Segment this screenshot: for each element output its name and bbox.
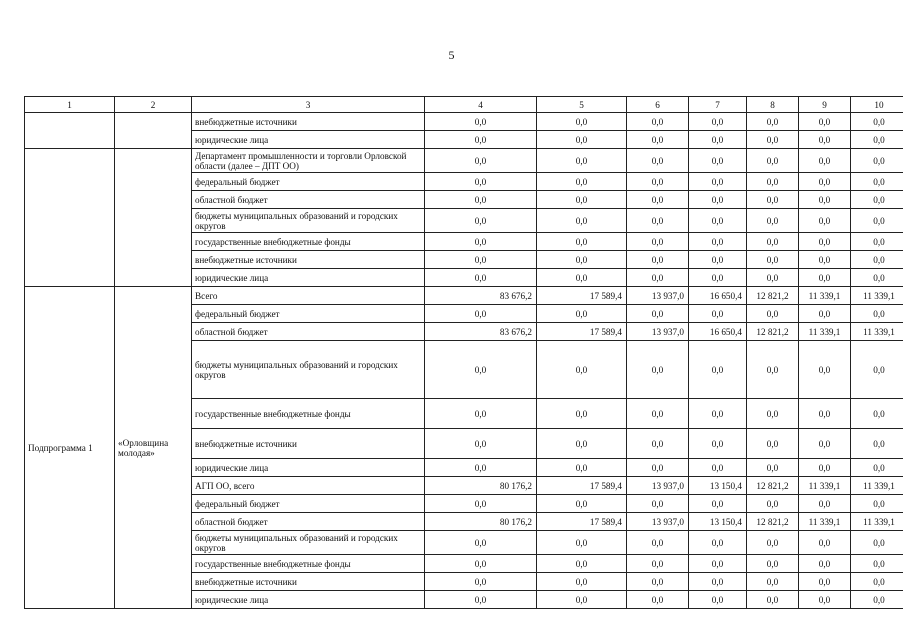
value-cell: 0,0	[425, 495, 537, 513]
value-cell: 0,0	[537, 341, 627, 399]
value-cell: 0,0	[627, 233, 689, 251]
source-label-cell: федеральный бюджет	[192, 173, 425, 191]
value-cell: 0,0	[851, 113, 903, 131]
column-header: 7	[689, 97, 747, 113]
value-cell: 17 589,4	[537, 323, 627, 341]
value-cell: 0,0	[851, 131, 903, 149]
value-cell: 16 650,4	[689, 323, 747, 341]
value-cell: 0,0	[851, 459, 903, 477]
value-cell: 0,0	[537, 131, 627, 149]
value-cell: 0,0	[851, 429, 903, 459]
value-cell: 13 150,4	[689, 513, 747, 531]
page-number: 5	[448, 48, 455, 62]
value-cell: 0,0	[537, 149, 627, 173]
column-header: 2	[115, 97, 192, 113]
value-cell: 0,0	[537, 399, 627, 429]
value-cell: 0,0	[747, 191, 799, 209]
source-label-cell: бюджеты муниципальных образований и городских округов	[192, 209, 425, 233]
value-cell: 0,0	[627, 399, 689, 429]
value-cell: 0,0	[851, 233, 903, 251]
value-cell: 0,0	[537, 269, 627, 287]
value-cell: 13 937,0	[627, 513, 689, 531]
source-label-cell: федеральный бюджет	[192, 495, 425, 513]
source-label-cell: юридические лица	[192, 131, 425, 149]
value-cell: 0,0	[537, 209, 627, 233]
value-cell: 0,0	[747, 573, 799, 591]
value-cell: 83 676,2	[425, 287, 537, 305]
value-cell: 0,0	[689, 591, 747, 609]
value-cell: 0,0	[425, 209, 537, 233]
source-label-cell: Департамент промышленности и торговли Орловской области (далее – ДПТ ОО)	[192, 149, 425, 173]
value-cell: 0,0	[747, 113, 799, 131]
value-cell: 0,0	[747, 531, 799, 555]
value-cell: 0,0	[851, 251, 903, 269]
subprogram-name-cell	[115, 113, 192, 149]
value-cell: 0,0	[537, 495, 627, 513]
value-cell: 0,0	[537, 191, 627, 209]
value-cell: 0,0	[799, 399, 851, 429]
program-cell: Подпрограмма 1	[25, 287, 115, 609]
column-header: 8	[747, 97, 799, 113]
value-cell: 0,0	[689, 341, 747, 399]
value-cell: 0,0	[689, 191, 747, 209]
value-cell: 0,0	[851, 341, 903, 399]
value-cell: 12 821,2	[747, 477, 799, 495]
value-cell: 0,0	[537, 429, 627, 459]
value-cell: 0,0	[627, 251, 689, 269]
value-cell: 0,0	[425, 233, 537, 251]
value-cell: 0,0	[689, 305, 747, 323]
source-label-cell: Всего	[192, 287, 425, 305]
value-cell: 0,0	[537, 591, 627, 609]
value-cell: 11 339,1	[799, 513, 851, 531]
source-label-cell: бюджеты муниципальных образований и городских округов	[192, 531, 425, 555]
value-cell: 0,0	[537, 305, 627, 323]
value-cell: 0,0	[537, 573, 627, 591]
budget-table	[24, 96, 903, 609]
value-cell: 0,0	[689, 495, 747, 513]
value-cell: 0,0	[747, 399, 799, 429]
value-cell: 0,0	[425, 341, 537, 399]
value-cell: 0,0	[799, 305, 851, 323]
value-cell: 0,0	[799, 233, 851, 251]
value-cell: 0,0	[627, 573, 689, 591]
value-cell: 0,0	[537, 173, 627, 191]
value-cell: 0,0	[747, 495, 799, 513]
value-cell: 11 339,1	[851, 287, 903, 305]
value-cell: 0,0	[747, 459, 799, 477]
value-cell: 0,0	[851, 305, 903, 323]
value-cell: 0,0	[627, 149, 689, 173]
value-cell: 0,0	[747, 173, 799, 191]
value-cell: 0,0	[537, 113, 627, 131]
value-cell: 0,0	[425, 591, 537, 609]
value-cell: 0,0	[689, 555, 747, 573]
value-cell: 11 339,1	[799, 323, 851, 341]
value-cell: 11 339,1	[851, 323, 903, 341]
program-cell	[25, 113, 115, 149]
value-cell: 0,0	[747, 251, 799, 269]
value-cell: 0,0	[747, 341, 799, 399]
value-cell: 0,0	[689, 399, 747, 429]
source-label-cell: федеральный бюджет	[192, 305, 425, 323]
value-cell: 13 937,0	[627, 287, 689, 305]
value-cell: 0,0	[425, 429, 537, 459]
value-cell: 0,0	[689, 573, 747, 591]
value-cell: 0,0	[627, 209, 689, 233]
value-cell: 17 589,4	[537, 287, 627, 305]
value-cell: 0,0	[851, 531, 903, 555]
value-cell: 0,0	[425, 555, 537, 573]
value-cell: 11 339,1	[851, 513, 903, 531]
value-cell: 0,0	[537, 555, 627, 573]
value-cell: 0,0	[689, 209, 747, 233]
source-label-cell: юридические лица	[192, 459, 425, 477]
value-cell: 0,0	[425, 399, 537, 429]
value-cell: 0,0	[627, 459, 689, 477]
value-cell: 0,0	[537, 233, 627, 251]
value-cell: 0,0	[627, 305, 689, 323]
value-cell: 0,0	[799, 131, 851, 149]
table-row	[25, 149, 903, 173]
value-cell: 0,0	[689, 269, 747, 287]
value-cell: 0,0	[851, 173, 903, 191]
value-cell: 0,0	[799, 555, 851, 573]
value-cell: 13 937,0	[627, 477, 689, 495]
value-cell: 0,0	[627, 269, 689, 287]
value-cell: 17 589,4	[537, 477, 627, 495]
source-label-cell: областной бюджет	[192, 191, 425, 209]
value-cell: 0,0	[689, 173, 747, 191]
table-row	[25, 287, 903, 305]
value-cell: 13 150,4	[689, 477, 747, 495]
value-cell: 0,0	[747, 149, 799, 173]
column-header: 4	[425, 97, 537, 113]
value-cell: 80 176,2	[425, 477, 537, 495]
column-header: 9	[799, 97, 851, 113]
table-row	[25, 113, 903, 131]
value-cell: 12 821,2	[747, 287, 799, 305]
value-cell: 0,0	[851, 191, 903, 209]
column-header: 5	[537, 97, 627, 113]
value-cell: 0,0	[851, 209, 903, 233]
source-label-cell: внебюджетные источники	[192, 251, 425, 269]
value-cell: 83 676,2	[425, 323, 537, 341]
value-cell: 0,0	[851, 555, 903, 573]
value-cell: 0,0	[799, 429, 851, 459]
value-cell: 0,0	[799, 269, 851, 287]
value-cell: 0,0	[799, 591, 851, 609]
value-cell: 0,0	[425, 149, 537, 173]
source-label-cell: внебюджетные источники	[192, 113, 425, 131]
value-cell: 0,0	[799, 495, 851, 513]
value-cell: 0,0	[537, 531, 627, 555]
value-cell: 13 937,0	[627, 323, 689, 341]
value-cell: 0,0	[799, 173, 851, 191]
value-cell: 0,0	[627, 429, 689, 459]
value-cell: 0,0	[425, 305, 537, 323]
value-cell: 12 821,2	[747, 323, 799, 341]
value-cell: 11 339,1	[799, 477, 851, 495]
value-cell: 0,0	[799, 573, 851, 591]
value-cell: 0,0	[689, 251, 747, 269]
value-cell: 0,0	[851, 573, 903, 591]
value-cell: 0,0	[747, 233, 799, 251]
source-label-cell: областной бюджет	[192, 323, 425, 341]
value-cell: 0,0	[689, 149, 747, 173]
value-cell: 0,0	[425, 269, 537, 287]
value-cell: 80 176,2	[425, 513, 537, 531]
value-cell: 0,0	[425, 573, 537, 591]
value-cell: 0,0	[851, 591, 903, 609]
value-cell: 16 650,4	[689, 287, 747, 305]
value-cell: 0,0	[425, 131, 537, 149]
source-label-cell: юридические лица	[192, 591, 425, 609]
value-cell: 0,0	[627, 495, 689, 513]
source-label-cell: государственные внебюджетные фонды	[192, 233, 425, 251]
value-cell: 0,0	[747, 555, 799, 573]
value-cell: 0,0	[689, 459, 747, 477]
value-cell: 0,0	[747, 209, 799, 233]
column-header: 3	[192, 97, 425, 113]
source-label-cell: юридические лица	[192, 269, 425, 287]
value-cell: 0,0	[799, 531, 851, 555]
value-cell: 0,0	[689, 233, 747, 251]
source-label-cell: внебюджетные источники	[192, 429, 425, 459]
value-cell: 0,0	[689, 113, 747, 131]
source-label-cell: АГП ОО, всего	[192, 477, 425, 495]
value-cell: 0,0	[799, 113, 851, 131]
value-cell: 0,0	[425, 251, 537, 269]
value-cell: 0,0	[689, 429, 747, 459]
value-cell: 0,0	[799, 209, 851, 233]
value-cell: 11 339,1	[799, 287, 851, 305]
source-label-cell: государственные внебюджетные фонды	[192, 555, 425, 573]
value-cell: 0,0	[799, 149, 851, 173]
value-cell: 0,0	[799, 191, 851, 209]
value-cell: 0,0	[425, 113, 537, 131]
value-cell: 0,0	[747, 131, 799, 149]
source-label-cell: бюджеты муниципальных образований и городских округов	[192, 341, 425, 399]
header-row	[25, 97, 903, 113]
value-cell: 0,0	[425, 459, 537, 477]
value-cell: 0,0	[747, 269, 799, 287]
value-cell: 0,0	[851, 399, 903, 429]
value-cell: 0,0	[627, 531, 689, 555]
value-cell: 0,0	[799, 459, 851, 477]
program-cell	[25, 149, 115, 287]
value-cell: 0,0	[425, 531, 537, 555]
source-label-cell: государственные внебюджетные фонды	[192, 399, 425, 429]
value-cell: 0,0	[537, 459, 627, 477]
value-cell: 0,0	[627, 555, 689, 573]
value-cell: 11 339,1	[851, 477, 903, 495]
value-cell: 0,0	[747, 591, 799, 609]
value-cell: 0,0	[799, 251, 851, 269]
column-header: 10	[851, 97, 903, 113]
column-header: 1	[25, 97, 115, 113]
subprogram-name-cell: «Орловщина молодая»	[115, 287, 192, 609]
subprogram-name-cell	[115, 149, 192, 287]
value-cell: 0,0	[627, 191, 689, 209]
value-cell: 0,0	[425, 173, 537, 191]
value-cell: 0,0	[689, 131, 747, 149]
value-cell: 0,0	[747, 429, 799, 459]
value-cell: 12 821,2	[747, 513, 799, 531]
value-cell: 0,0	[851, 149, 903, 173]
source-label-cell: внебюджетные источники	[192, 573, 425, 591]
value-cell: 0,0	[851, 269, 903, 287]
value-cell: 0,0	[627, 173, 689, 191]
value-cell: 0,0	[537, 251, 627, 269]
value-cell: 0,0	[627, 131, 689, 149]
value-cell: 0,0	[851, 495, 903, 513]
value-cell: 0,0	[689, 531, 747, 555]
value-cell: 0,0	[799, 341, 851, 399]
value-cell: 0,0	[627, 113, 689, 131]
value-cell: 0,0	[627, 341, 689, 399]
source-label-cell: областной бюджет	[192, 513, 425, 531]
value-cell: 0,0	[747, 305, 799, 323]
value-cell: 0,0	[627, 591, 689, 609]
value-cell: 0,0	[425, 191, 537, 209]
column-header: 6	[627, 97, 689, 113]
value-cell: 17 589,4	[537, 513, 627, 531]
